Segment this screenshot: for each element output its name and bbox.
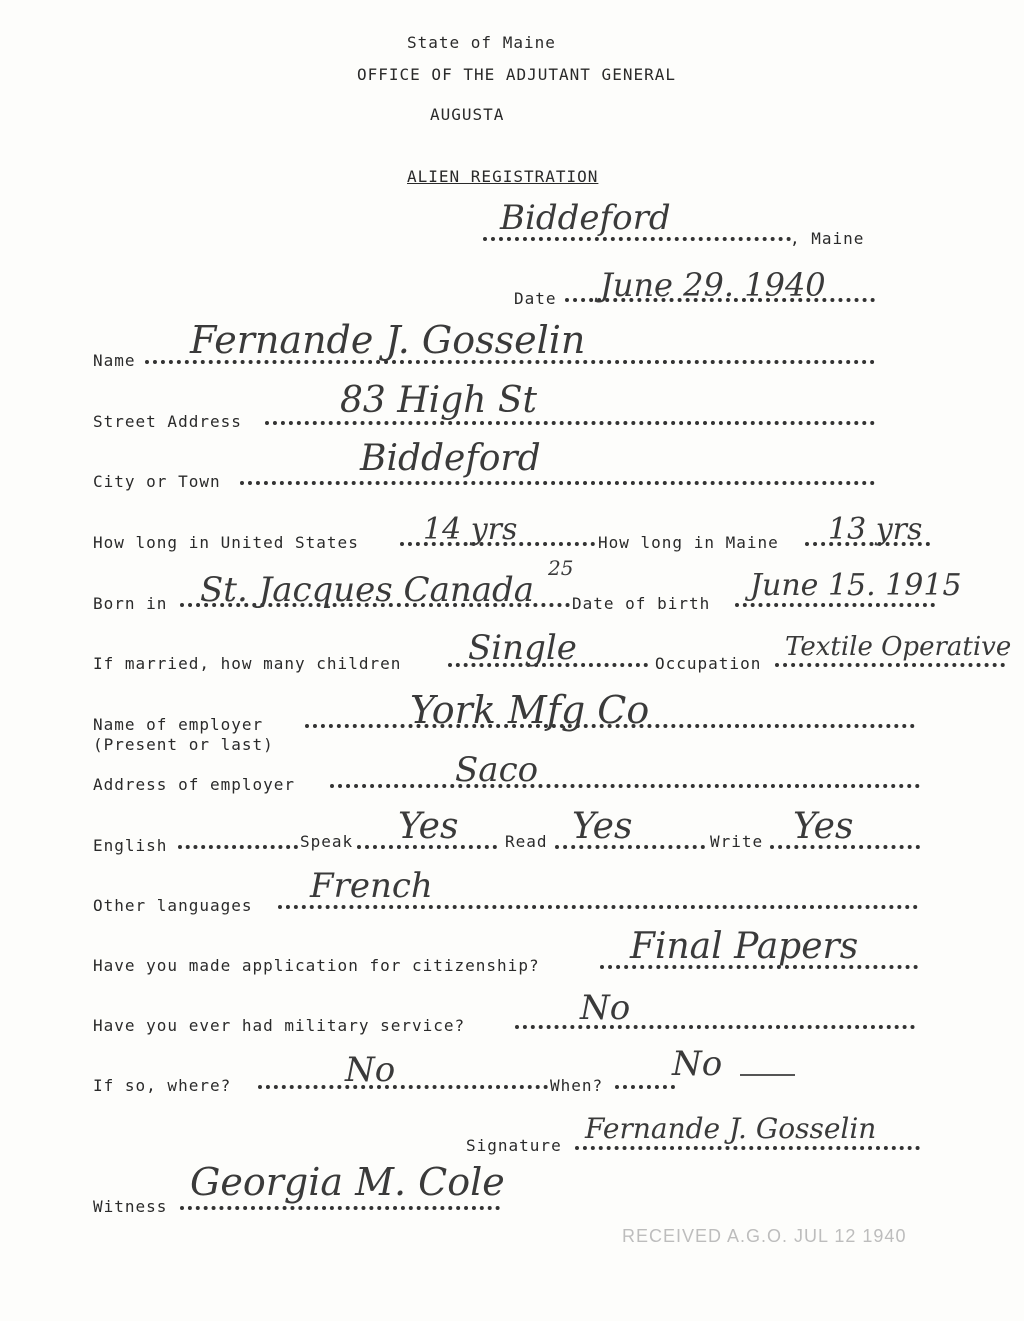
header-city: AUGUSTA <box>430 105 505 124</box>
street-dots <box>265 421 875 425</box>
maine-time-value: 13 yrs <box>828 512 923 547</box>
children-value: Single <box>468 628 577 668</box>
other-languages-value: French <box>310 866 433 906</box>
signature-value: Fernande J. Gosselin <box>585 1112 877 1145</box>
town-suffix: , Maine <box>790 229 865 248</box>
employer-label: Name of employer <box>93 715 264 734</box>
header-state: State of Maine <box>407 33 556 52</box>
when-label: When? <box>550 1076 604 1095</box>
dob-dots <box>735 603 935 607</box>
witness-dots <box>180 1206 500 1210</box>
when-dots <box>615 1085 675 1089</box>
born-extra-note: 25 <box>548 556 574 580</box>
when-value: No <box>672 1044 723 1084</box>
form-title: ALIEN REGISTRATION <box>407 167 599 186</box>
name-value: Fernande J. Gosselin <box>190 318 586 362</box>
dob-label: Date of birth <box>572 594 711 613</box>
read-label: Read <box>505 832 548 851</box>
dob-value: June 15. 1915 <box>750 568 962 603</box>
where-label: If so, where? <box>93 1076 232 1095</box>
received-stamp: RECEIVED A.G.O. JUL 12 1940 <box>622 1226 907 1246</box>
street-label: Street Address <box>93 412 242 431</box>
children-label: If married, how many children <box>93 654 402 673</box>
write-label: Write <box>710 832 764 851</box>
citizenship-label: Have you made application for citizenship? <box>93 956 540 975</box>
born-in-label: Born in <box>93 594 168 613</box>
military-value: No <box>580 988 631 1028</box>
employer-address-dots <box>330 784 920 788</box>
military-dots <box>515 1025 915 1029</box>
city-label: City or Town <box>93 472 221 491</box>
town-value: Biddeford <box>500 198 671 238</box>
write-value: Yes <box>793 806 854 847</box>
witness-value: Georgia M. Cole <box>190 1160 505 1204</box>
witness-label: Witness <box>93 1197 168 1216</box>
born-in-value: St. Jacques Canada <box>200 570 535 610</box>
read-value: Yes <box>572 806 633 847</box>
occupation-value: Textile Operative <box>785 632 1012 662</box>
english-label: English <box>93 836 168 855</box>
date-label: Date <box>514 289 557 308</box>
speak-value: Yes <box>398 806 459 847</box>
citizenship-value: Final Papers <box>630 926 859 967</box>
employer-sublabel: (Present or last) <box>93 735 274 754</box>
us-time-value: 14 yrs <box>423 512 518 547</box>
maine-time-label: How long in Maine <box>598 533 779 552</box>
occupation-label: Occupation <box>655 654 762 673</box>
occupation-dots <box>775 663 1005 667</box>
city-value: Biddeford <box>360 438 541 479</box>
us-time-label: How long in United States <box>93 533 359 552</box>
employer-address-value: Saco <box>455 750 539 790</box>
speak-label: Speak <box>300 832 354 851</box>
header-office: OFFICE OF THE ADJUTANT GENERAL <box>357 65 676 84</box>
employer-value: York Mfg Co <box>410 688 650 732</box>
other-languages-label: Other languages <box>93 896 253 915</box>
military-label: Have you ever had military service? <box>93 1016 466 1035</box>
street-value: 83 High St <box>340 380 537 421</box>
when-dash <box>740 1074 795 1076</box>
english-dots-1 <box>178 845 298 849</box>
where-value: No <box>345 1050 396 1090</box>
city-dots <box>240 481 875 485</box>
signature-dots <box>575 1146 920 1150</box>
name-label: Name <box>93 351 136 370</box>
employer-address-label: Address of employer <box>93 775 296 794</box>
date-value: June 29. 1940 <box>600 266 826 304</box>
signature-label: Signature <box>466 1136 562 1155</box>
where-dots <box>258 1085 548 1089</box>
